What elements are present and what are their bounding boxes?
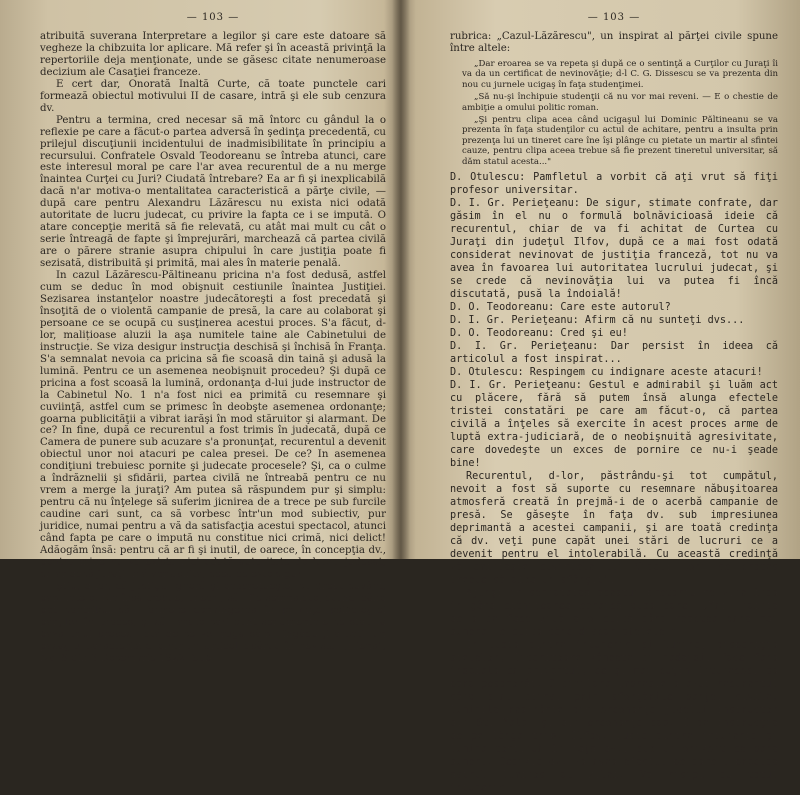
left-paragraph-5: Ştiu, d-lor, că justiţia ignoră şi desprețueşte, cu drept cuvânt, pamfletele. Ele însă trebue, uneori, să-i fie semnalate, atunci când pot contribui să-i formeze convingerea în privinţa psihologiei părţilor în proces, şi să-i arate cari sunt sentimentele ce stau la baza unui proces. Iată de ce voi ruga să-mi îngăduiţi a cetii un pasagiu caracteristic dintr'un articol apărut în revista „Hiena", No. 8 din 3 Decemvrie 1922. Sub [40,580,386,664]
dialogue-paragraph-10: Ajunşi în semnătatea acestui pretoriu ne vine încă în gând cichitoarea ebraică după care: „Mai 'nainte de a se face ziuă e o clipă când noaptea pare mai sumbră; e clipa când dispar stelele!" [450,587,778,638]
right-page [402,0,800,794]
quoted-article [462,59,778,167]
left-page-number: — 103 — [186,12,240,23]
dialogue-paragraph-11: In lupta dintre întuneric şi lumină, dispariţia stelelor, licăritoare zâmbete şi nădejdi, face fără îndoială ca orizontul, de şi mai puţin întunecos, să pară posomorât. O similară impresie a avut recurentul când s'au stins, prin sforţările părţei civile, luminile resfrânte din ordonanţa judelui instructor din St. Malo, şi din ordonanţa cab. I de instrucţie de pe lângă trib. Ilfov. Lupta dintre întuneric şi lumină continuă în faţa dv., sub un orizont ce pare sumbru. Decizia dv. va avea efectul pe care-l produce astrul luminos al zilei. Va risipi cu totul întunericul. [450,639,778,794]
dialogue-line-3: D. O. Teodoreanu: Care este autorul? [450,301,671,313]
dialogue-line-1: D. Otulescu: Pamfletul a vorbit că aţi vrut să fiţi profesor universitar. [450,171,778,196]
quote-paragraph-2: „Să nu-şi închipuie studenţii că nu vor mai reveni. — E o chestie de ambiţie a omului politic roman. [462,92,778,113]
left-paragraph-2: E cert dar, Onorată Inaltă Curte, că toate punctele cari formează obiectul motivului II de casare, intră şi ele sub cenzura dv. [40,78,386,114]
right-page-number: — 103 — [587,12,641,23]
left-page-body [40,31,386,665]
court-dialogue [450,171,778,795]
dialogue-line-4: D. I. Gr. Perieţeanu: Afirm că nu sunteţi dvs... [450,314,745,326]
left-paragraph-4: In cazul Lăzărescu-Păltineanu pricina n'a fost dedusă, astfel cum se deduc în mod obişnuit cestiunile înaintea Justiţiei. Sezisarea instanţelor noastre judecătoreşti a fost precedată şi însoţită de o violentă campanie de presă, la care au colaborat şi persoane ce se ocupă cu susţinerea acestui proces. S'a făcut, d-lor, malițioase aluzii la aşa numitele taine ale Cabinetului de instrucţie. Se viza desigur instrucţia deschisă şi închisă în Franţa. S'a semnalat nevoia ca pricina să fie scoasă din taină şi adusă la lumină. Pentru ce un asemenea neobişnuit procedeu? Şi după ce pricina a fost scoasă la lumină, ordonanţa d-lui jude instructor de la Cabinetul No. 1 n'a fost nici ea primită cu resemnare şi cuviinţă, astfel cum se primesc în deobşte asemenea ordonanţe; goarna publicităţii a vibrat iarăşi în mod stăruitor şi alarmant. De ce? In fine, după ce recurentul a fost trimis în judecată, după ce Camera de punere sub acuzare s'a pronunţat, recurentul a devenit obiectul unor noi atacuri pe calea presei. De ce? In asemenea condiţiuni trebuiesc pornite şi judecate procesele? Şi, ca o culme a îndrăznelii şi sfidării, partea civilă ne întreabă pentru ce nu vrem a merge la juraţi? Am putea să răspundem pur şi simplu: pentru că nu înţelege să suferim jicnirea de a trece pe sub furcile caudine cari sunt, ca să vorbesc într'un mod subiectiv, pur juridice, numai pentru a vă da satisfacţia acestui spectacol, atunci când fapta pe care o impută nu constitue nici crimă, nici delict! Adăogăm însă: pentru că ar fi şi inutil, de oarece, în concepţia dv., pentru mine nu va exista nici odată autoritate de lucru judecat, chiar dacă juraţii mă vor achita, ceea ce este sigur. [40,270,386,580]
quote-paragraph-3: „Şi pentru clipa acea când ucigaşul lui Dominic Păltineanu se va prezenta în faţa studenţilor cu actul de achitare, pentru a insulta prin prezenţa lui un tineret care îne îşi plânge cu pietate un martir al sfintei cauze, pentru clipa aceea trebue să fie prezent tineretul universitar, să dăm statul acesta..." [462,114,778,167]
right-intro-paragraph: rubrica: „Cazul-Lăzărescu", un inspirat al părţei civile spune între altele: [450,31,778,54]
left-paragraph-1: atribuită suverana Interpretare a legilor şi care este datoare să vegheze la chibzuita lor aplicare. Mă refer şi în această privinţă la repertoriile deja menţionate, unde se găsesc citate nenumeroase decizium ale Casaţiei franceze. [40,31,386,78]
right-page-intro [450,31,778,55]
left-page [0,0,400,664]
left-paragraph-3: Pentru a termina, cred necesar să mă întorc cu gândul la o reflexie pe care a făcut-o partea adversă în şedinţa precedentă, cu prilejul discuţiunii incidentului de inadmisibilitate în principiu a recursului. Confratele Osvald Teodoreanu se întreba atunci, care este interesul moral pe care l'ar avea recurentul de a nu merge înaintea Curţei cu Juri? Ciudată întrebare? Ea ar fi şi inexplicabilă dacă n'ar motiva-o mentalitatea caracteristică a părţe civile, — după care pentru Alexandru Lăzărescu nu exista nici odată autoritate de lucru judecat, cu privire la fapta ce i se impută. O atare concepţie merită să fie relevată, cu atât mai mult cu cât o serie întreagă de fapte şi împrejurări, marchează că partea civilă are o părere stranie asupra chipului în care justiţia poate fi sezisată, distribuită şi primită, mai ales în materie penală. [40,114,386,270]
dialogue-line-8: D. I. Gr. Perieţeanu: Gestul e admirabil şi luăm act cu plăcere, fără să putem însă alunga efectele tristei constatări pe care am făcut-o, că partea civilă a înţeles să exercite în acest proces arme de luptă extra-judiciară, de o neobişnuită agresivitate, care dovedeşte un exces de pornire ce nu-i şeade bine! [450,379,778,469]
dialogue-line-5: D. O. Teodoreanu: Cred şi eu! [450,327,628,339]
dialogue-line-6: D. I. Gr. Perieţeanu: Dar persist în ideea că articolul a fost inspirat... [450,340,778,365]
dialogue-paragraph-9: Recurentul, d-lor, păstrându-şi tot cumpătul, nevoit a fost să suporte cu resemnare năbuşitoarea atmosferă creată în prejmă-i de o acerbă campanie de presă. Se găseşte în faţa dv. sub impresiunea deprimantă a acestei campanii, şi are toată credinţa că dv. veţi pune capăt unei stări de lucruri ce a devenit pentru el intolerabilă. Cu această credinţă vă aminteşte cuvintele lui Vidal: „ori ce proces trebue să aibă un sfârşit". [450,470,778,586]
dialogue-line-7: D. Otulescu: Respingem cu indignare aceste atacuri! [450,366,763,378]
dialogue-line-2: D. I. Gr. Perieţeanu: De sigur, stimate confrate, dar găsim în el nu o formulă bolnăvicioasă ideie că recurentul, chiar de va fi achitat de Curtea cu Juraţi din judeţul Ilfov, după ce a mai fost odată considerat nevinovat de justiţia franceză, tot nu va avea în favoarea lui autoritatea lucrului judecat, şi se crede că nevinovăţia lui va putea fi încă discutată, pusă la îndoială! [450,197,778,300]
quote-paragraph-1: „Dar eroarea se va repeta şi după ce o sentinţă a Curţilor cu Juraţi îi va da un certificat de nevinovăţie; d-l C. G. Dissescu se va prezenta din nou cu jurnele ucigaş în faţa studenţimei. [462,58,778,90]
